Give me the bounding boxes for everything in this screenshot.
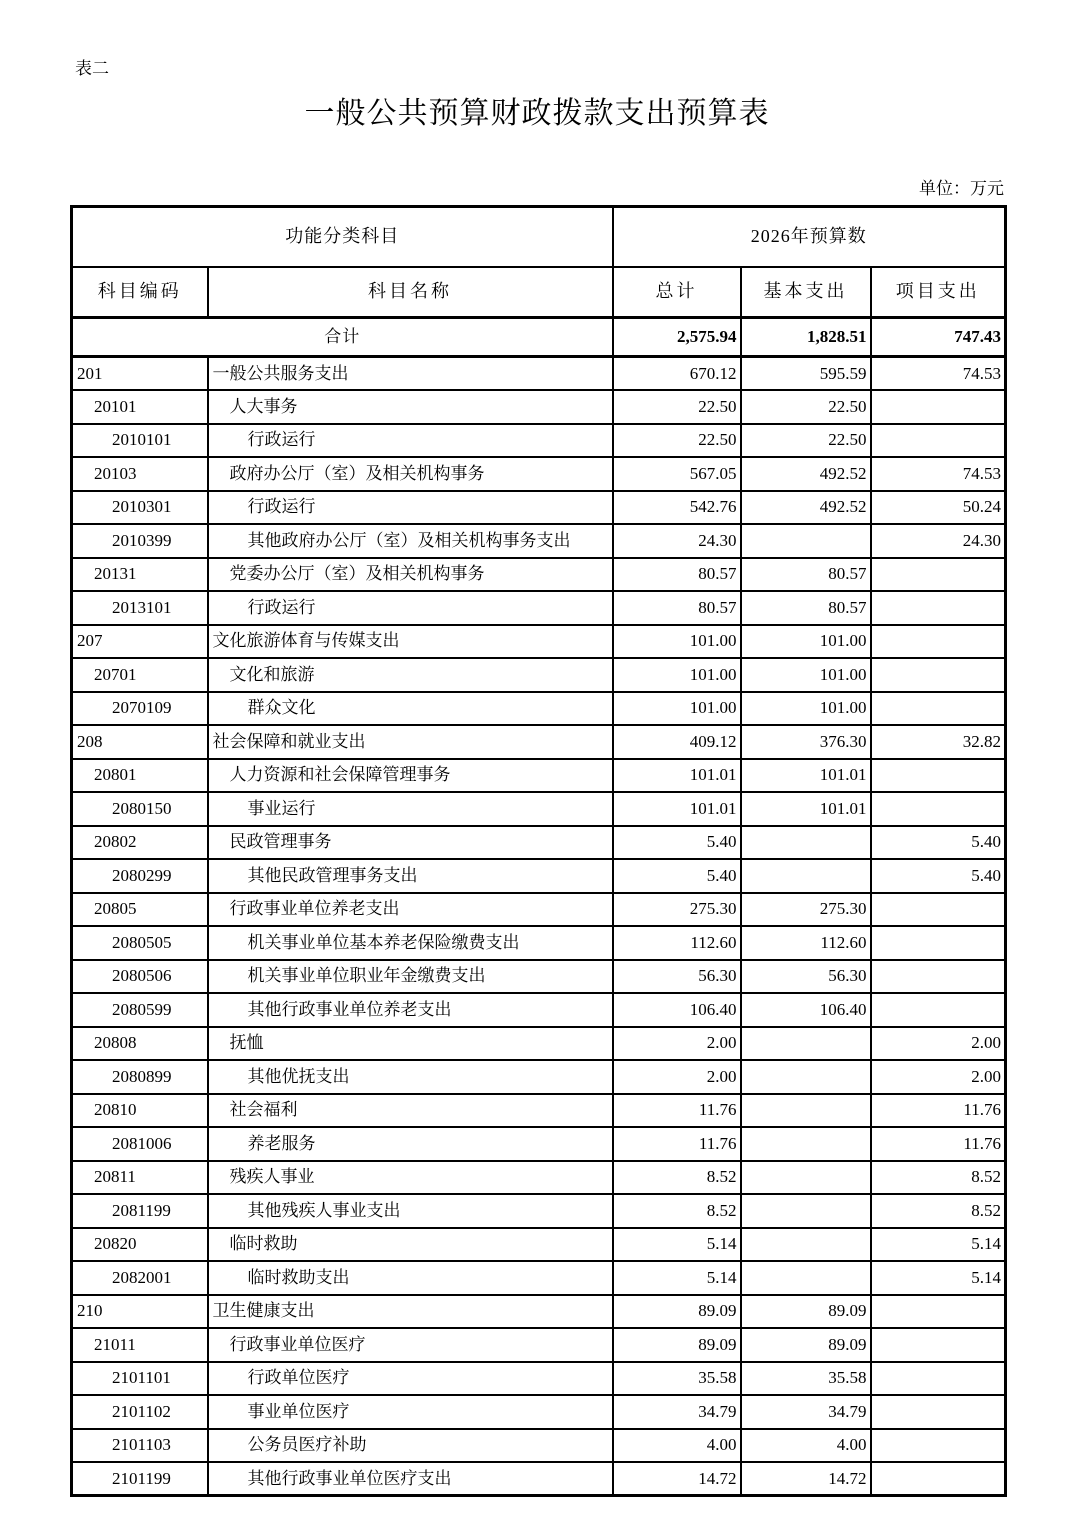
subject-name-cell: 其他残疾人事业支出	[208, 1194, 613, 1228]
subject-code-cell: 2101101	[72, 1362, 208, 1396]
subject-code-cell: 2070109	[72, 692, 208, 726]
project-cell	[871, 960, 1006, 994]
subject-code-cell: 20805	[72, 893, 208, 927]
basic-cell	[741, 1228, 871, 1262]
subject-name-cell: 政府办公厅（室）及相关机构事务	[208, 457, 613, 491]
total-cell: 24.30	[613, 524, 741, 558]
basic-cell: 80.57	[741, 591, 871, 625]
grand-total-basic-cell: 1,828.51	[741, 318, 871, 357]
project-cell	[871, 658, 1006, 692]
table-row	[72, 1295, 1006, 1329]
subject-code-cell: 20701	[72, 658, 208, 692]
table-row	[72, 759, 1006, 793]
total-cell: 22.50	[613, 424, 741, 458]
subject-code-cell: 2080599	[72, 993, 208, 1027]
basic-cell: 34.79	[741, 1395, 871, 1429]
subject-code-cell: 2081006	[72, 1127, 208, 1161]
project-cell: 5.14	[871, 1261, 1006, 1295]
basic-cell: 492.52	[741, 491, 871, 525]
subject-code-cell: 20131	[72, 558, 208, 592]
project-cell: 11.76	[871, 1094, 1006, 1128]
budget-table-body	[72, 318, 1006, 1496]
table-row	[72, 558, 1006, 592]
project-cell: 8.52	[871, 1194, 1006, 1228]
basic-cell: 101.01	[741, 759, 871, 793]
col-header-subject-name: 科目名称	[208, 267, 613, 318]
total-cell: 101.00	[613, 692, 741, 726]
project-cell	[871, 792, 1006, 826]
budget-table	[70, 205, 1007, 1497]
table-row	[72, 960, 1006, 994]
subject-name-cell: 人力资源和社会保障管理事务	[208, 759, 613, 793]
project-cell	[871, 692, 1006, 726]
total-cell: 2.00	[613, 1060, 741, 1094]
project-cell	[871, 926, 1006, 960]
grand-total-sum-cell: 2,575.94	[613, 318, 741, 357]
subject-name-cell: 行政单位医疗	[208, 1362, 613, 1396]
basic-cell: 595.59	[741, 357, 871, 391]
total-cell: 56.30	[613, 960, 741, 994]
project-cell: 5.14	[871, 1228, 1006, 1262]
subject-code-cell: 207	[72, 625, 208, 659]
subject-code-cell: 2082001	[72, 1261, 208, 1295]
subject-code-cell: 2010301	[72, 491, 208, 525]
page-title: 一般公共预算财政拨款支出预算表	[304, 97, 770, 130]
subject-name-cell: 抚恤	[208, 1027, 613, 1061]
subject-code-cell: 20810	[72, 1094, 208, 1128]
total-cell: 8.52	[613, 1194, 741, 1228]
basic-cell: 101.01	[741, 792, 871, 826]
project-cell	[871, 1395, 1006, 1429]
basic-cell	[741, 1127, 871, 1161]
col-header-subject-code: 科目编码	[72, 267, 208, 318]
basic-cell: 101.00	[741, 692, 871, 726]
subject-code-cell: 20801	[72, 759, 208, 793]
table-row	[72, 1127, 1006, 1161]
subject-code-cell: 208	[72, 725, 208, 759]
subject-name-cell: 其他民政管理事务支出	[208, 859, 613, 893]
subject-code-cell: 2081199	[72, 1194, 208, 1228]
table-row	[72, 1429, 1006, 1463]
basic-cell	[741, 1194, 871, 1228]
table-number-label: 表二	[75, 59, 109, 78]
subject-code-cell: 2080899	[72, 1060, 208, 1094]
project-cell: 74.53	[871, 357, 1006, 391]
header-functional-classification: 功能分类科目	[72, 207, 613, 267]
basic-cell: 275.30	[741, 893, 871, 927]
project-cell: 5.40	[871, 826, 1006, 860]
subject-name-cell: 其他政府办公厅（室）及相关机构事务支出	[208, 524, 613, 558]
subject-name-cell: 文化和旅游	[208, 658, 613, 692]
total-cell: 14.72	[613, 1462, 741, 1496]
table-row	[72, 1395, 1006, 1429]
project-cell	[871, 1429, 1006, 1463]
total-cell: 4.00	[613, 1429, 741, 1463]
subject-code-cell: 2010399	[72, 524, 208, 558]
table-row	[72, 1060, 1006, 1094]
table-row	[72, 993, 1006, 1027]
basic-cell	[741, 859, 871, 893]
project-cell	[871, 1462, 1006, 1496]
grand-total-row	[72, 318, 1006, 357]
project-cell: 11.76	[871, 1127, 1006, 1161]
total-cell: 567.05	[613, 457, 741, 491]
total-cell: 409.12	[613, 725, 741, 759]
subject-name-cell: 民政管理事务	[208, 826, 613, 860]
table-row	[72, 792, 1006, 826]
basic-cell: 22.50	[741, 390, 871, 424]
subject-code-cell: 2101103	[72, 1429, 208, 1463]
basic-cell: 106.40	[741, 993, 871, 1027]
basic-cell	[741, 524, 871, 558]
total-cell: 670.12	[613, 357, 741, 391]
subject-name-cell: 社会福利	[208, 1094, 613, 1128]
total-cell: 80.57	[613, 591, 741, 625]
subject-name-cell: 残疾人事业	[208, 1161, 613, 1195]
total-cell: 80.57	[613, 558, 741, 592]
project-cell: 50.24	[871, 491, 1006, 525]
total-cell: 101.01	[613, 759, 741, 793]
unit-note: 单位：万元	[919, 179, 1004, 198]
subject-name-cell: 临时救助支出	[208, 1261, 613, 1295]
subject-code-cell: 2080299	[72, 859, 208, 893]
subject-code-cell: 201	[72, 357, 208, 391]
subject-name-cell: 行政运行	[208, 591, 613, 625]
basic-cell	[741, 1027, 871, 1061]
table-row	[72, 893, 1006, 927]
table-row	[72, 1027, 1006, 1061]
table-row	[72, 658, 1006, 692]
table-row	[72, 491, 1006, 525]
basic-cell	[741, 1060, 871, 1094]
total-cell: 11.76	[613, 1094, 741, 1128]
subject-code-cell: 2080506	[72, 960, 208, 994]
subject-code-cell: 2080150	[72, 792, 208, 826]
basic-cell: 89.09	[741, 1328, 871, 1362]
table-row	[72, 1462, 1006, 1496]
subject-name-cell: 事业运行	[208, 792, 613, 826]
subject-code-cell: 21011	[72, 1328, 208, 1362]
header-group-row	[72, 207, 1006, 267]
table-row	[72, 826, 1006, 860]
project-cell: 74.53	[871, 457, 1006, 491]
subject-code-cell: 210	[72, 1295, 208, 1329]
table-row	[72, 524, 1006, 558]
total-cell: 5.14	[613, 1261, 741, 1295]
subject-code-cell: 2101102	[72, 1395, 208, 1429]
subject-name-cell: 行政事业单位养老支出	[208, 893, 613, 927]
subject-code-cell: 2101199	[72, 1462, 208, 1496]
project-cell	[871, 424, 1006, 458]
total-cell: 35.58	[613, 1362, 741, 1396]
total-cell: 2.00	[613, 1027, 741, 1061]
basic-cell: 101.00	[741, 658, 871, 692]
project-cell	[871, 1328, 1006, 1362]
table-row	[72, 457, 1006, 491]
table-row	[72, 692, 1006, 726]
table-row	[72, 390, 1006, 424]
project-cell	[871, 1362, 1006, 1396]
subject-name-cell: 公务员医疗补助	[208, 1429, 613, 1463]
subject-code-cell: 2010101	[72, 424, 208, 458]
total-cell: 106.40	[613, 993, 741, 1027]
project-cell: 32.82	[871, 725, 1006, 759]
basic-cell: 112.60	[741, 926, 871, 960]
subject-name-cell: 养老服务	[208, 1127, 613, 1161]
subject-code-cell: 2080505	[72, 926, 208, 960]
subject-name-cell: 卫生健康支出	[208, 1295, 613, 1329]
subject-name-cell: 其他优抚支出	[208, 1060, 613, 1094]
basic-cell	[741, 1261, 871, 1295]
col-header-basic-expenditure: 基本支出	[741, 267, 871, 318]
basic-cell: 56.30	[741, 960, 871, 994]
total-cell: 5.40	[613, 859, 741, 893]
table-row	[72, 1261, 1006, 1295]
subject-name-cell: 其他行政事业单位医疗支出	[208, 1462, 613, 1496]
subject-name-cell: 其他行政事业单位养老支出	[208, 993, 613, 1027]
project-cell: 24.30	[871, 524, 1006, 558]
subject-name-cell: 人大事务	[208, 390, 613, 424]
subject-name-cell: 文化旅游体育与传媒支出	[208, 625, 613, 659]
subject-name-cell: 一般公共服务支出	[208, 357, 613, 391]
subject-code-cell: 20103	[72, 457, 208, 491]
basic-cell: 492.52	[741, 457, 871, 491]
subject-name-cell: 社会保障和就业支出	[208, 725, 613, 759]
basic-cell: 22.50	[741, 424, 871, 458]
basic-cell: 14.72	[741, 1462, 871, 1496]
total-cell: 89.09	[613, 1295, 741, 1329]
project-cell: 2.00	[871, 1027, 1006, 1061]
subject-code-cell: 20808	[72, 1027, 208, 1061]
subject-name-cell: 机关事业单位职业年金缴费支出	[208, 960, 613, 994]
basic-cell: 376.30	[741, 725, 871, 759]
subject-name-cell: 行政运行	[208, 424, 613, 458]
basic-cell: 80.57	[741, 558, 871, 592]
table-row	[72, 424, 1006, 458]
table-row	[72, 357, 1006, 391]
header-columns-row	[72, 267, 1006, 318]
project-cell	[871, 993, 1006, 1027]
total-cell: 22.50	[613, 390, 741, 424]
grand-total-project-cell: 747.43	[871, 318, 1006, 357]
total-cell: 34.79	[613, 1395, 741, 1429]
table-row	[72, 926, 1006, 960]
subject-name-cell: 行政运行	[208, 491, 613, 525]
total-cell: 101.00	[613, 658, 741, 692]
header-budget-year: 2026年预算数	[613, 207, 1006, 267]
total-cell: 275.30	[613, 893, 741, 927]
total-cell: 11.76	[613, 1127, 741, 1161]
table-row	[72, 1362, 1006, 1396]
table-row	[72, 625, 1006, 659]
project-cell	[871, 390, 1006, 424]
project-cell	[871, 893, 1006, 927]
table-row	[72, 1228, 1006, 1262]
total-cell: 112.60	[613, 926, 741, 960]
project-cell	[871, 1295, 1006, 1329]
basic-cell: 35.58	[741, 1362, 871, 1396]
subject-code-cell: 20802	[72, 826, 208, 860]
subject-code-cell: 20811	[72, 1161, 208, 1195]
col-header-total: 总计	[613, 267, 741, 318]
project-cell	[871, 558, 1006, 592]
subject-name-cell: 党委办公厅（室）及相关机构事务	[208, 558, 613, 592]
subject-code-cell: 2013101	[72, 591, 208, 625]
total-cell: 89.09	[613, 1328, 741, 1362]
total-cell: 5.14	[613, 1228, 741, 1262]
subject-code-cell: 20101	[72, 390, 208, 424]
col-header-project-expenditure: 项目支出	[871, 267, 1006, 318]
basic-cell: 4.00	[741, 1429, 871, 1463]
project-cell	[871, 759, 1006, 793]
basic-cell: 89.09	[741, 1295, 871, 1329]
basic-cell	[741, 826, 871, 860]
table-row	[72, 1328, 1006, 1362]
subject-name-cell: 临时救助	[208, 1228, 613, 1262]
total-cell: 8.52	[613, 1161, 741, 1195]
table-row	[72, 591, 1006, 625]
subject-code-cell: 20820	[72, 1228, 208, 1262]
basic-cell: 101.00	[741, 625, 871, 659]
table-row	[72, 725, 1006, 759]
project-cell: 8.52	[871, 1161, 1006, 1195]
subject-name-cell: 群众文化	[208, 692, 613, 726]
total-cell: 101.01	[613, 792, 741, 826]
project-cell: 2.00	[871, 1060, 1006, 1094]
basic-cell	[741, 1161, 871, 1195]
table-row	[72, 1161, 1006, 1195]
table-row	[72, 1094, 1006, 1128]
total-cell: 5.40	[613, 826, 741, 860]
total-cell: 542.76	[613, 491, 741, 525]
total-cell: 101.00	[613, 625, 741, 659]
table-row	[72, 1194, 1006, 1228]
grand-total-label: 合计	[72, 318, 613, 357]
basic-cell	[741, 1094, 871, 1128]
subject-name-cell: 机关事业单位基本养老保险缴费支出	[208, 926, 613, 960]
project-cell: 5.40	[871, 859, 1006, 893]
table-row	[72, 859, 1006, 893]
subject-name-cell: 事业单位医疗	[208, 1395, 613, 1429]
project-cell	[871, 625, 1006, 659]
subject-name-cell: 行政事业单位医疗	[208, 1328, 613, 1362]
project-cell	[871, 591, 1006, 625]
